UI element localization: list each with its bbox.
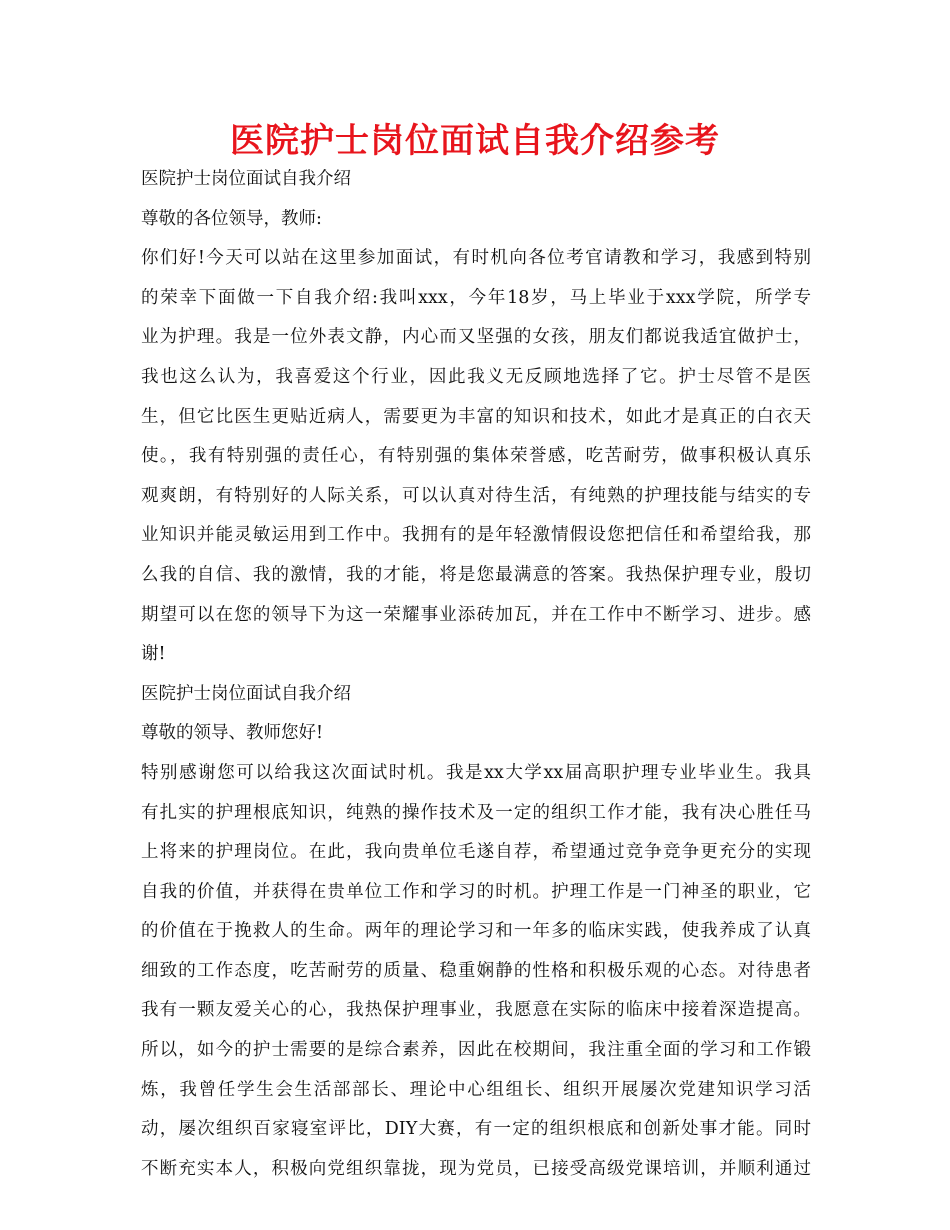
paragraph-line: 我有一颗友爱关心的心，我热保护理事业，我愿意在实际的临床中接着深造提高。 [141, 1000, 811, 1021]
paragraph-line: 么我的自信、我的激情，我的才能，将是您最满意的答案。我热保护理专业，殷切 [141, 564, 811, 585]
paragraph-line: 有扎实的护理根底知识，纯熟的操作技术及一定的组织工作才能，我有决心胜任马 [141, 802, 811, 823]
paragraph-line: 动，屡次组织百家寝室评比，DIY大赛，有一定的组织根底和创新处事才能。同时 [141, 1119, 811, 1140]
document-body [141, 160, 811, 1189]
salutation-line: 尊敬的领导、教师您好! [141, 723, 324, 744]
paragraph-line: 上将来的护理岗位。在此，我向贵单位毛遂自荐，希望通过竞争竞争更充分的实现 [141, 842, 811, 863]
heading-line: 医院护士岗位面试自我介绍 [141, 683, 351, 704]
paragraph-line: 使。，我有特别强的责任心，有特别强的集体荣誉感，吃苦耐劳，做事积极认真乐 [141, 446, 811, 467]
paragraph-line: 业为护理。我是一位外表文静，内心而又坚强的女孩，朋友们都说我适宜做护士， [141, 327, 811, 348]
paragraph-line: 特别感谢您可以给我这次面试时机。我是xx大学xx届高职护理专业毕业生。我具 [141, 762, 811, 783]
paragraph-line: 所以，如今的护士需要的是综合素养，因此在校期间，我注重全面的学习和工作锻 [141, 1040, 811, 1061]
paragraph-line: 的价值在于挽救人的生命。两年的理论学习和一年多的临床实践，使我养成了认真 [141, 921, 811, 942]
paragraph-line: 不断充实本人，积极向党组织靠拢，现为党员，已接受高级党课培训，并顺利通过 [141, 1158, 811, 1179]
paragraph-line: 我也这么认为，我喜爱这个行业，因此我义无反顾地选择了它。护士尽管不是医 [141, 366, 811, 387]
paragraph-line: 生，但它比医生更贴近病人，需要更为丰富的知识和技术，如此才是真正的白衣天 [141, 406, 811, 427]
paragraph-line: 观爽朗，有特别好的人际关系，可以认真对待生活，有纯熟的护理技能与结实的专 [141, 485, 811, 506]
paragraph-line: 你们好!今天可以站在这里参加面试，有时机向各位考官请教和学习，我感到特别 [141, 248, 811, 269]
salutation-line: 尊敬的各位领导，教师: [141, 208, 322, 229]
document-title: 医院护士岗位面试自我介绍参考 [230, 121, 720, 161]
paragraph-line: 炼，我曾任学生会生活部部长、理论中心组组长、组织开展屡次党建知识学习活 [141, 1079, 811, 1100]
paragraph-line: 期望可以在您的领导下为这一荣耀事业添砖加瓦，并在工作中不断学习、进步。感 [141, 604, 811, 625]
paragraph-line: 细致的工作态度，吃苦耐劳的质量、稳重娴静的性格和积极乐观的心态。对待患者 [141, 960, 811, 981]
heading-line: 医院护士岗位面试自我介绍 [141, 169, 351, 189]
paragraph-line: 业知识并能灵敏运用到工作中。我拥有的是年轻激情假设您把信任和希望给我，那 [141, 525, 811, 546]
paragraph-line: 自我的价值，并获得在贵单位工作和学习的时机。护理工作是一门神圣的职业，它 [141, 881, 811, 902]
paragraph-line: 的荣幸下面做一下自我介绍:我叫xxx，今年18岁，马上毕业于xxx学院，所学专 [141, 287, 811, 308]
paragraph-line: 谢! [141, 644, 166, 665]
